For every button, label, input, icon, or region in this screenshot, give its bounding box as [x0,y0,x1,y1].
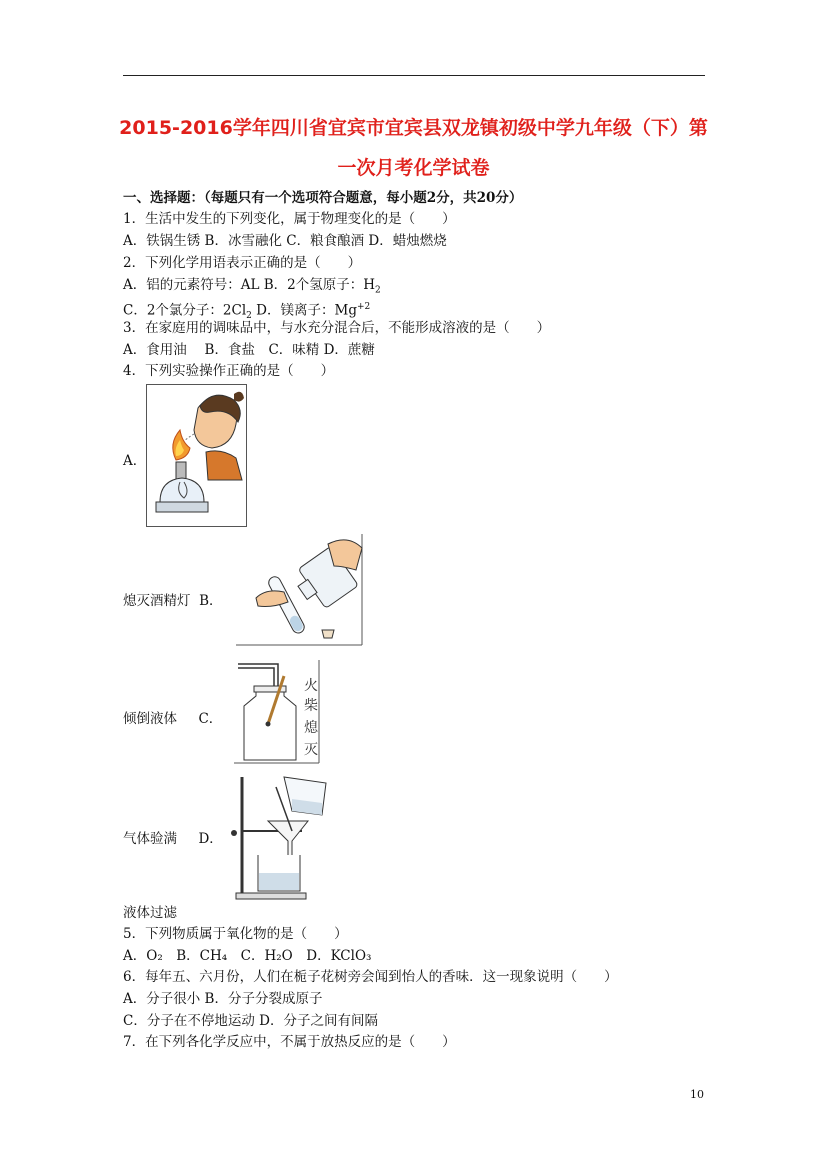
q4-option-b-caption-row [123,710,222,728]
q4-option-c-label: C． [198,711,223,727]
pouring-liquid-illustration [236,534,364,646]
document-title-line2: 一次月考化学试卷 [337,157,490,179]
question-2-options-ab [123,276,381,300]
question-6: 6．每年五、六月份，人们在栀子花树旁会闻到怡人的香味．这一现象说明（ ） [123,969,618,985]
section-heading: 一、选择题：（每题只有一个选项符合题意，每小题2分，共20分） [123,190,523,206]
question-6-options-cd: C．分子在不停地运动 D．分子之间有间隔 [123,1013,378,1029]
q2-opt-c-subscript: 2 [246,311,252,322]
q4-option-a-caption-row [123,592,223,610]
question-3: 3．在家庭用的调味品中，与水充分混合后，不能形成溶液的是（ ） [123,320,551,336]
q2-opt-d-text: D．镁离子：Mg [251,302,357,319]
q4-option-b-caption: 倾倒液体 [123,711,177,727]
q2-opt-a-text: A．铝的元素符号：AL B．2个氢原子：H [123,277,376,293]
header-rule [123,75,705,76]
q2-opt-d-superscript: +2 [356,302,371,312]
q4-option-b-label: B． [199,593,223,609]
match-label-char-4: 灭 [304,742,318,758]
question-6-options-ab: A．分子很小 B．分子分裂成原子 [123,991,323,1007]
q2-opt-c-text: C．2个氯分子：2Cl [123,302,247,319]
question-3-options: A．食用油 B．食盐 C．味精 D．蔗糖 [123,342,375,358]
question-4: 4．下列实验操作正确的是（ ） [123,363,335,379]
match-label-char-1: 火 [304,678,318,694]
q4-option-d-caption: 液体过滤 [123,905,177,921]
q2-opt-a-subscript: 2 [375,285,381,296]
question-1-options: A．铁锅生锈 B．冰雪融化 C．粮食酿酒 D．蜡烛燃烧 [123,233,447,249]
q4-option-a-label: A． [123,453,147,469]
question-7: 7．在下列各化学反应中，不属于放热反应的是（ ） [123,1034,456,1050]
q4-option-c-caption-row [123,830,223,848]
document-title-line1: 2015-2016学年四川省宜宾市宜宾县双龙镇初级中学九年级（下）第 [119,117,708,139]
blowing-out-lamp-illustration [146,384,248,528]
q4-option-c-caption: 气体验满 [123,831,177,847]
page-number: 10 [690,1088,704,1101]
match-label-char-2: 柴 [304,698,318,714]
question-5: 5．下列物质属于氧化物的是（ ） [123,926,348,942]
question-5-options: A．O₂ B．CH₄ C．H₂O D．KClO₃ [123,948,372,964]
question-2: 2．下列化学用语表示正确的是（ ） [123,255,362,271]
gas-bottle-match-illustration [234,660,322,764]
question-1: 1．生活中发生的下列变化，属于物理变化的是（ ） [123,211,456,227]
q4-option-a-caption: 熄灭酒精灯 [123,593,191,609]
match-label-char-3: 熄 [304,720,318,736]
filtration-illustration [230,775,330,901]
q4-option-d-label: D． [198,831,223,847]
